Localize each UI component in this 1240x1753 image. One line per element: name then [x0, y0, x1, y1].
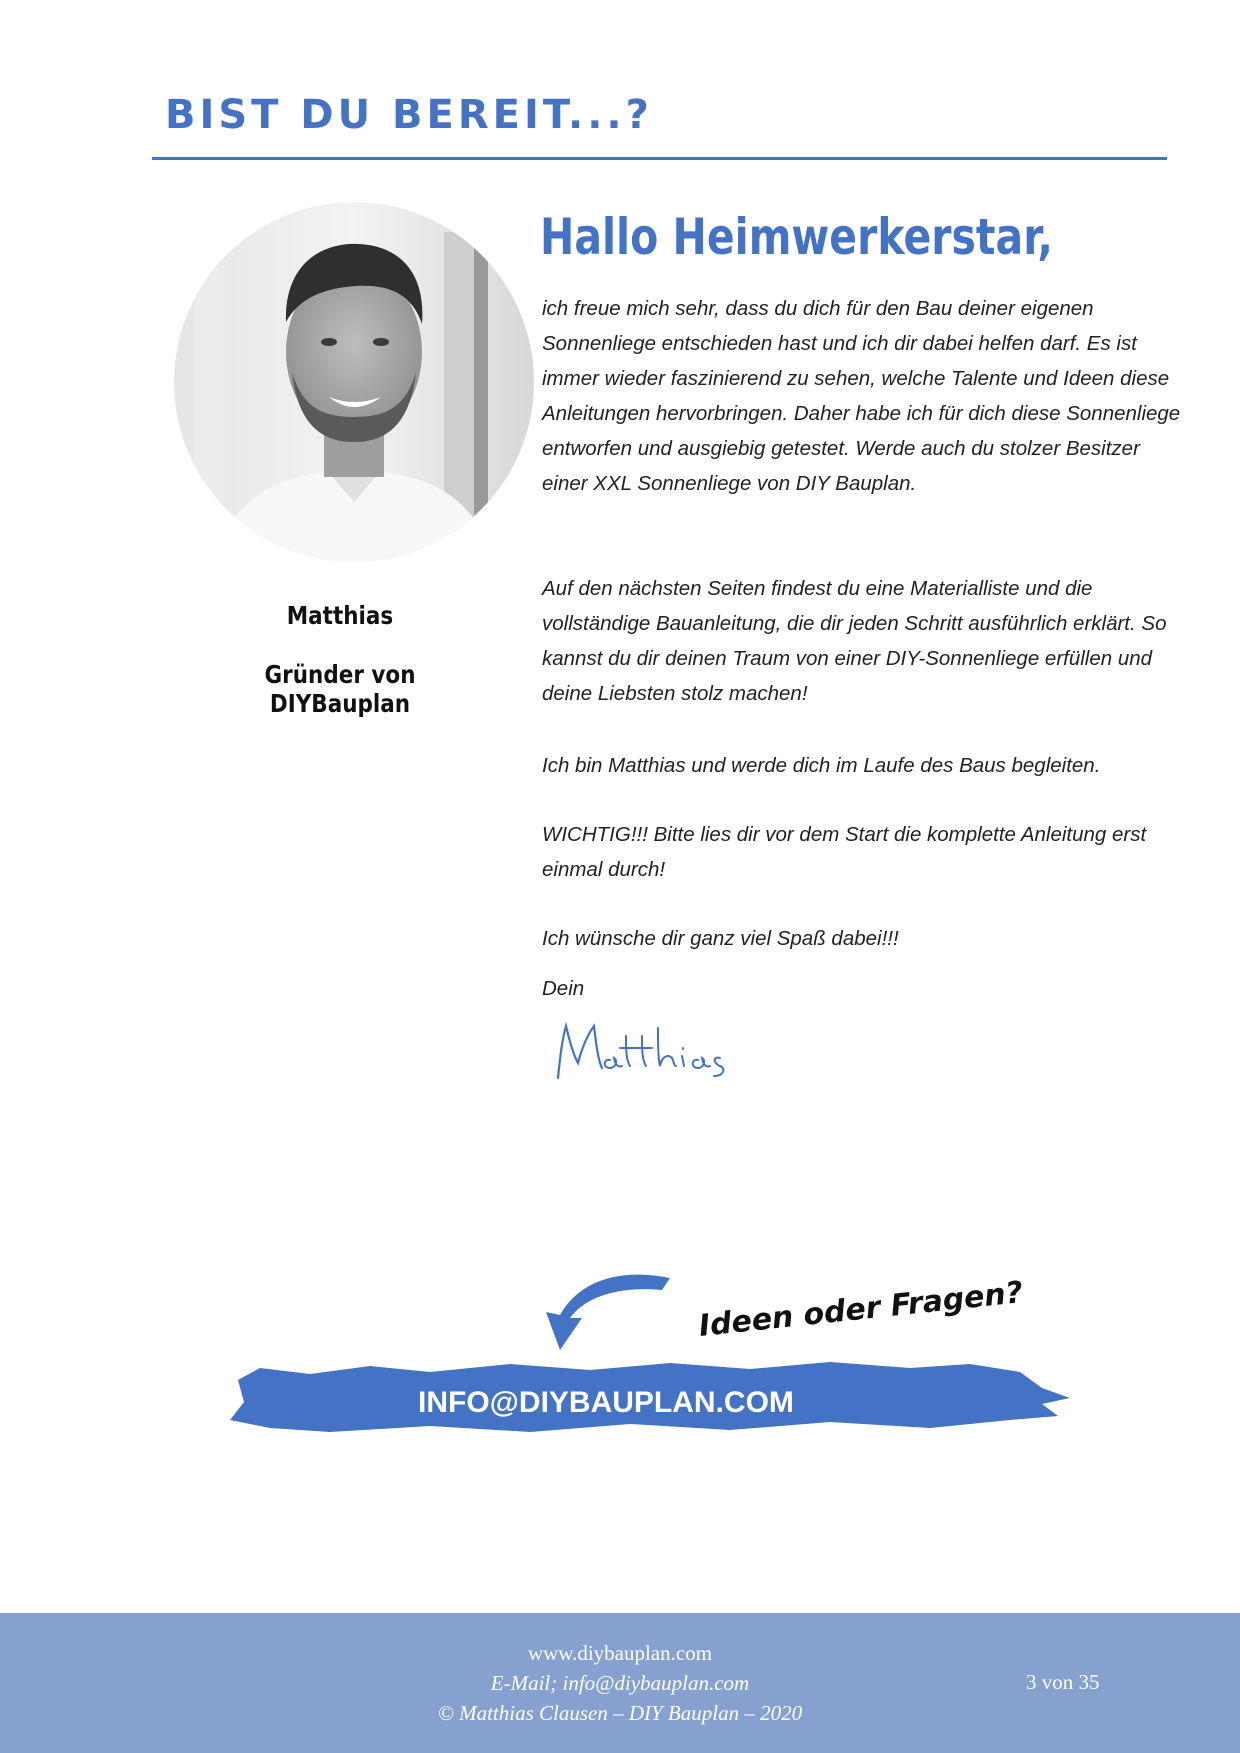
- letter-greeting: Hallo Heimwerkerstar,: [540, 208, 1053, 266]
- letter-paragraph-important: WICHTIG!!! Bitte lies dir vor dem Start die komplette Anleitung erst einmal durch!: [542, 823, 1147, 881]
- footer-copyright: © Matthias Clausen – DIY Bauplan – 2020: [437, 1701, 803, 1725]
- letter-closing: Dein: [542, 977, 585, 1000]
- letter-paragraph-intro: ich freue mich sehr, dass du dich für den Bau deiner eigenen Sonnenliege entschieden hast und ich dir dabei helfen darf. Es ist immer wieder faszinierend zu sehen, welche Talente und Ideen diese Anleitungen hervorbringen. Daher habe ich für dich diese Sonnenliege entworfen und ausgiebig getestet. Werde auch du stolzer Besitzer einer XXL Sonnenliege von DIY Bauplan.: [542, 297, 1181, 495]
- letter-paragraph-overview: Auf den nächsten Seiten findest du eine Materialliste und die vollständige Bauanleitung, die dir jeden Schritt ausführlich erklärt. So kannst du dir deinen Traum von einer DIY-Sonnenliege erfüllen und deine Liebsten stolz machen!: [542, 577, 1167, 705]
- page-number: 3 von 35: [1026, 1670, 1100, 1694]
- letter-paragraph-wish: Ich wünsche dir ganz viel Spaß dabei!!!: [542, 927, 899, 950]
- curved-arrow-icon: [546, 1275, 670, 1350]
- author-photo: [174, 202, 534, 562]
- author-name: Matthias: [286, 601, 394, 630]
- contact-question: Ideen oder Fragen?: [697, 1275, 1025, 1344]
- handwritten-signature: [548, 1018, 748, 1093]
- footer-email[interactable]: E-Mail; info@diybauplan.com: [490, 1671, 750, 1695]
- footer-website[interactable]: www.diybauplan.com: [527, 1641, 713, 1665]
- portrait-photo-image: [174, 202, 534, 562]
- contact-email[interactable]: INFO@DIYBAUPLAN.COM: [418, 1386, 794, 1419]
- title-divider: [152, 157, 1167, 160]
- author-role: Gründer von DIYBauplan: [264, 660, 416, 718]
- contact-banner: [230, 1270, 1090, 1455]
- letter-paragraph-guide: Ich bin Matthias und werde dich im Laufe des Baus begleiten.: [542, 754, 1101, 777]
- page-title: BIST DU BEREIT...?: [165, 92, 653, 138]
